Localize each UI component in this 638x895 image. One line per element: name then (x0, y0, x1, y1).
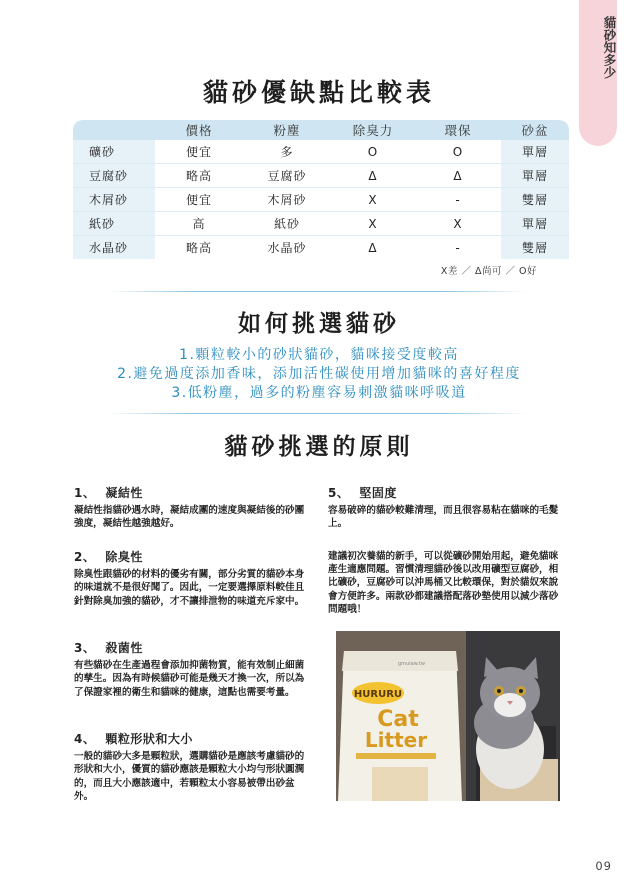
table-header-row (73, 120, 569, 140)
table-cell: 雙層 (501, 236, 569, 259)
principle-number: 2、 (74, 550, 96, 564)
tip-item: 3.低粉塵，過多的粉塵容易刺激貓咪呼吸道 (171, 385, 467, 401)
table-cell: 多 (280, 145, 294, 159)
table-row (73, 236, 569, 259)
table-cell: 水晶砂 (73, 236, 155, 259)
photo-brand-small: gmuiaw.tw (398, 661, 425, 667)
table-header-cell: 砂盆 (521, 123, 549, 138)
table-cell: 高 (192, 217, 206, 231)
comparison-table (73, 120, 569, 257)
table-cell: 木屑砂 (73, 188, 155, 211)
table-cell: 便宜 (185, 145, 212, 159)
photo-illustration (336, 631, 560, 801)
advice-paragraph (328, 550, 560, 616)
principle-section (328, 487, 560, 531)
section-divider (108, 413, 528, 414)
table-header-cell: 價格 (185, 123, 213, 138)
table-cell: X (368, 192, 378, 207)
table-cell: 豆腐砂 (73, 164, 155, 187)
table-cell: 水晶砂 (267, 241, 307, 255)
principle-text: 除臭性跟貓砂的材料的優劣有關，部分劣質的貓砂本身的味道就不是很好聞了。因此，一定要選擇原料較佳且針對除臭加強的貓砂，才不讓排泄物的味道充斥家中。 (74, 569, 305, 607)
cat-litter-photo (336, 631, 560, 801)
chapter-tab-label: 貓砂知多少 (602, 16, 617, 79)
table-cell: - (455, 192, 461, 207)
table-row (73, 164, 569, 188)
table-cell: 雙層 (501, 188, 569, 211)
principle-heading: 顆粒形狀和大小 (105, 732, 193, 746)
table-legend: X差 ／ Δ尚可 ／ O好 (440, 266, 537, 277)
principle-section (74, 487, 306, 531)
principle-number: 4、 (74, 732, 96, 746)
table-cell: O (367, 144, 379, 159)
principle-number: 1、 (74, 486, 96, 500)
principle-number: 3、 (74, 641, 96, 655)
table-cell: 紙砂 (273, 217, 300, 231)
table-cell: O (452, 144, 464, 159)
table-cell: Δ (368, 168, 378, 183)
table-cell: 紙砂 (73, 212, 155, 235)
table-cell: 略高 (185, 241, 212, 255)
table-cell: - (455, 240, 461, 255)
table-cell: X (453, 216, 463, 231)
photo-product-line1: Cat (377, 707, 419, 732)
principle-section (74, 551, 306, 608)
table-cell: 單層 (501, 212, 569, 235)
principle-heading: 殺菌性 (105, 641, 143, 655)
table-row (73, 212, 569, 236)
table-cell: 單層 (501, 164, 569, 187)
principle-heading: 凝結性 (105, 486, 143, 500)
table-row (73, 140, 569, 164)
principles-title: 貓砂挑選的原則 (224, 434, 414, 460)
table-cell: Δ (453, 168, 463, 183)
photo-brand: HURURU (353, 689, 403, 700)
principle-text: 有些貓砂在生產過程會添加抑菌物質，能有效制止細菌的孳生。因為有時候貓砂可能是幾天才換一次，所以為了保證家裡的衛生和貓咪的健康，這點也需要考量。 (74, 660, 305, 698)
table-header-cell (73, 120, 155, 140)
table-cell: Δ (368, 240, 378, 255)
principle-heading: 除臭性 (105, 550, 143, 564)
choose-tips (0, 346, 638, 403)
advice-text: 建議初次養貓的新手，可以從礦砂開始用起，避免貓咪產生適應問題。習慣清理貓砂後以改用礦型豆腐砂，相比礦砂，豆腐砂可以沖馬桶又比較環保，對於貓奴來說會方便許多。兩款砂都建議搭配落砂墊使用以減少落砂問題哦！ (328, 551, 559, 615)
section-divider (108, 291, 528, 292)
principle-text: 凝結性指貓砂遇水時，凝結成團的速度與凝結後的砂團強度，凝結性越強越好。 (74, 505, 305, 530)
table-row (73, 188, 569, 212)
table-title: 貓砂優缺點比較表 (202, 78, 435, 107)
principle-section (74, 642, 306, 699)
photo-product-line2: Litter (364, 728, 428, 752)
page-number: 09 (595, 859, 612, 873)
table-header-cell: 除臭力 (352, 123, 394, 138)
principle-section (74, 733, 306, 803)
table-cell: 單層 (501, 140, 569, 163)
table-cell: 便宜 (185, 193, 212, 207)
choose-title: 如何挑選貓砂 (238, 311, 400, 337)
principle-number: 5、 (328, 486, 350, 500)
table-cell: 礦砂 (73, 140, 155, 163)
table-cell: 豆腐砂 (267, 169, 307, 183)
principle-heading: 堅固度 (359, 486, 397, 500)
table-cell: 略高 (185, 169, 212, 183)
table-header-cell: 粉塵 (273, 123, 301, 138)
principle-text: 一般的貓砂大多是顆粒狀，選購貓砂是應該考慮貓砂的形狀和大小，優質的貓砂應該是顆粒大小均勻形狀圓潤的，而且大小應該適中，若顆粒太小容易被帶出砂盆外。 (74, 751, 305, 802)
tip-item: 2.避免過度添加香味，添加活性碳使用增加貓咪的喜好程度 (117, 366, 521, 382)
table-header-cell: 環保 (444, 123, 472, 138)
principle-text: 容易破碎的貓砂較難清理，而且很容易粘在貓咪的毛髮上。 (328, 505, 559, 530)
tip-item: 1.顆粒較小的砂狀貓砂，貓咪接受度較高 (179, 347, 459, 363)
table-cell: X (368, 216, 378, 231)
table-cell: 木屑砂 (267, 193, 307, 207)
